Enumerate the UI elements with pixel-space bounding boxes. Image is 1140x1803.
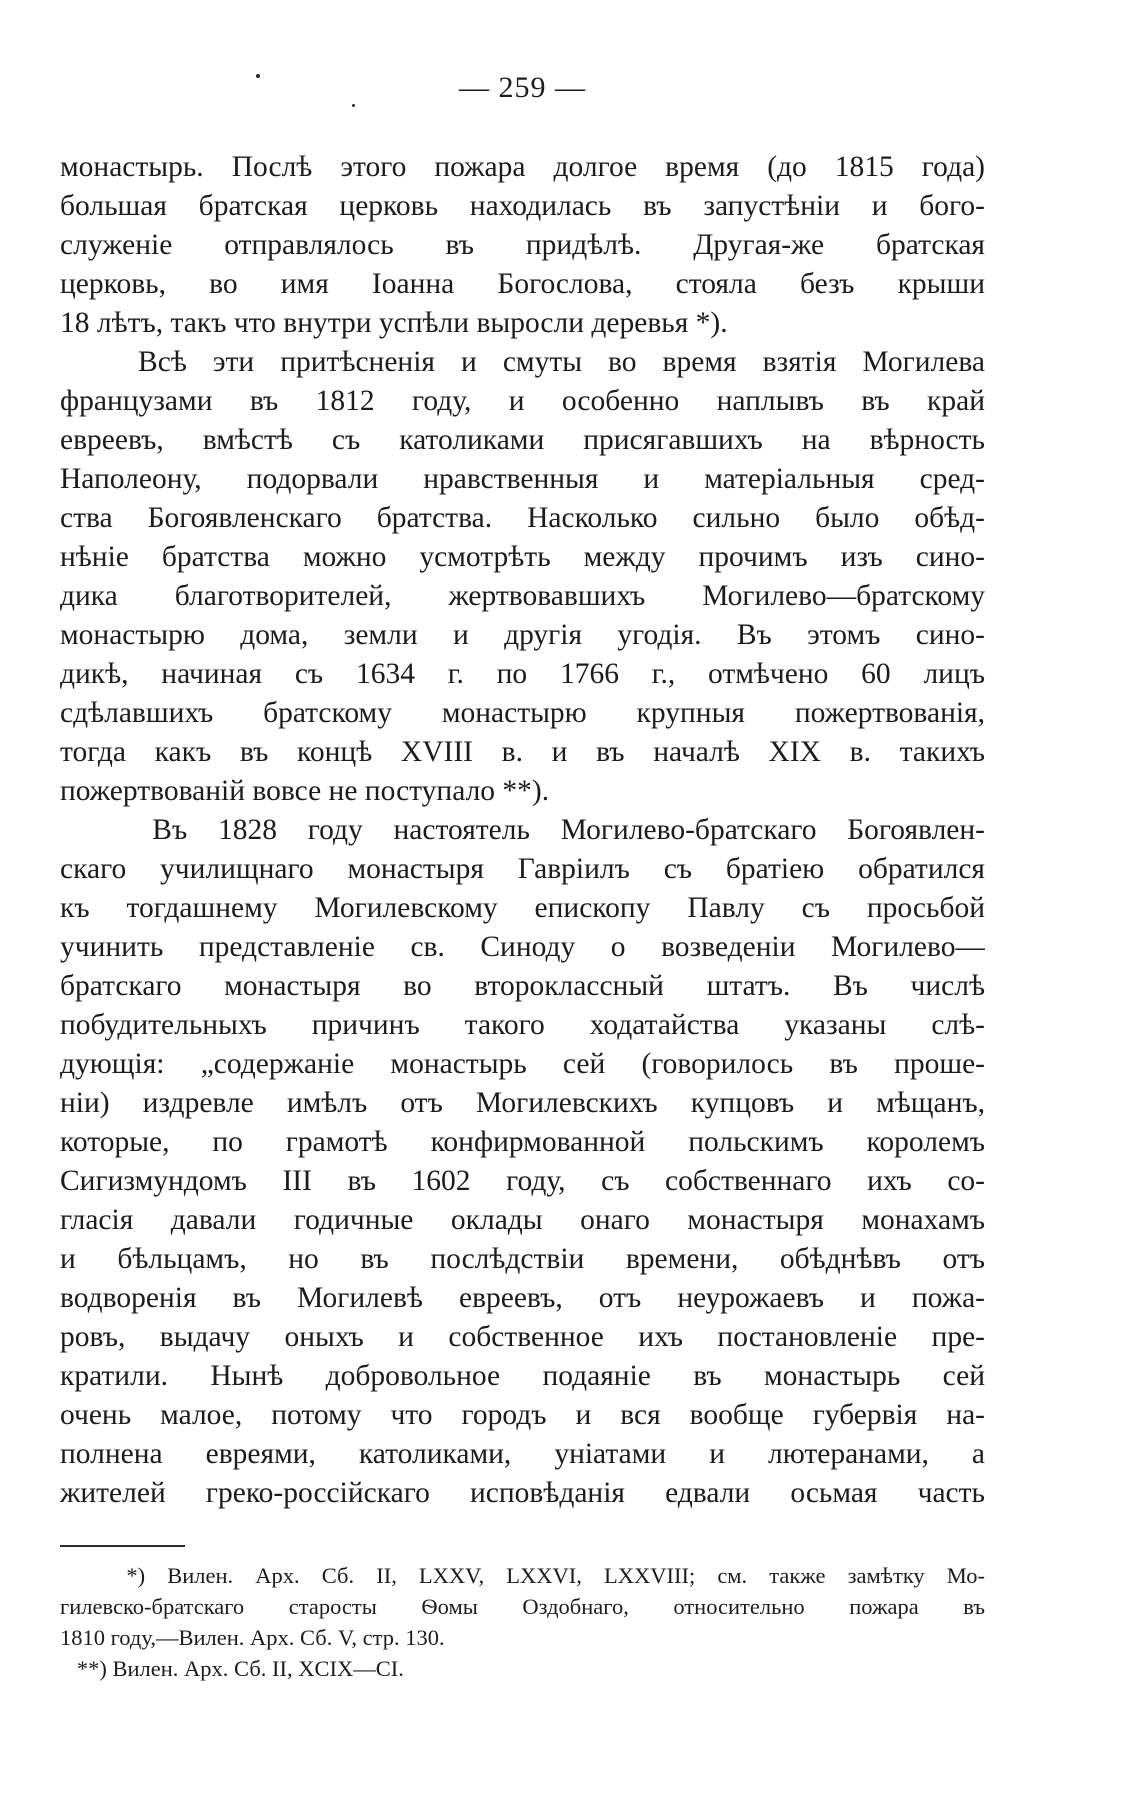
text-line: дующія: „содержаніе монастырь сей (говорилось въ проше- [60, 1048, 985, 1080]
text-line: французами въ 1812 году, и особенно наплывъ въ край [60, 385, 985, 417]
text-line: ніи) издревле имѣлъ отъ Могилевскихъ купцовъ и мѣщанъ, [60, 1087, 985, 1119]
text-line: къ тогдашнему Могилевскому епископу Павлу съ просьбой [60, 892, 985, 924]
footnote-line: 1810 году,—Вилен. Арх. Сб. V, стр. 130. [60, 1625, 445, 1650]
text-line: которые, по грамотѣ конфирмованной польскимъ королемъ [60, 1126, 985, 1158]
body-text [60, 148, 985, 1513]
text-line: монастырю дома, земли и другія угодія. Въ этомъ сино- [60, 619, 985, 651]
text-line: дикѣ, начиная съ 1634 г. по 1766 г., отмѣчено 60 лицъ [60, 658, 985, 690]
text-line: братскаго монастыря во второклассный штатъ. Въ числѣ [60, 970, 985, 1002]
page-number: — 259 — [459, 71, 586, 104]
footnote-line: **) Вилен. Арх. Сб. II, XCIX—CI. [60, 1656, 404, 1681]
text-line: ровъ, выдачу оныхъ и собственное ихъ постановленіе пре- [60, 1321, 985, 1353]
footnotes [60, 1560, 985, 1684]
footnote-line: гилевско-братскаго старосты Ѳомы Оздобнаго, относительно пожара въ [60, 1594, 985, 1619]
text-line: ства Богоявленскаго братства. Насколько сильно было обѣд- [60, 502, 985, 534]
text-line: тогда какъ въ концѣ XVIII в. и въ началѣ XIX в. такихъ [60, 736, 985, 768]
text-line: учинить представленіе св. Синоду о возведеніи Могилево— [60, 931, 985, 963]
text-line: большая братская церковь находилась въ запустѣніи и бого- [60, 190, 985, 222]
book-page [60, 0, 985, 1803]
text-line: церковь, во имя Іоанна Богослова, стояла безъ крыши [60, 268, 985, 300]
text-line: монастырь. Послѣ этого пожара долгое время (до 1815 года) [60, 151, 985, 183]
footnote-divider [60, 1545, 185, 1547]
text-line: жителей греко-россійскаго исповѣданія едвали осьмая часть [60, 1477, 985, 1509]
text-line: и бѣльцамъ, но въ послѣдствіи времени, обѣднѣвъ отъ [60, 1243, 985, 1275]
text-line: служеніе отправлялось въ придѣлѣ. Другая-же братская [60, 229, 985, 261]
text-line: дика благотворителей, жертвовавшихъ Могилево—братскому [60, 580, 985, 612]
text-line: сдѣлавшихъ братскому монастырю крупныя пожертвованія, [60, 697, 985, 729]
text-line: Сигизмундомъ III въ 1602 году, съ собственнаго ихъ со- [60, 1165, 985, 1197]
text-line: кратили. Нынѣ добровольное подаяніе въ монастырь сей [60, 1360, 985, 1392]
text-line: очень малое, потому что городъ и вся вообще губервія на- [60, 1399, 985, 1431]
text-line: 18 лѣтъ, такъ что внутри успѣли выросли деревья *). [60, 307, 728, 339]
text-line: полнена евреями, католиками, уніатами и лютеранами, а [60, 1438, 985, 1470]
text-line: Въ 1828 году настоятель Могилево-братскаго Богоявлен- [60, 814, 985, 846]
footnote-line: *) Вилен. Арх. Сб. II, LXXV, LXXVI, LXXVIII; см. также замѣтку Мо- [60, 1563, 985, 1588]
text-line: скаго училищнаго монастыря Гавріилъ съ братіею обратился [60, 853, 985, 885]
text-line: гласія давали годичные оклады онаго монастыря монахамъ [60, 1204, 985, 1236]
text-line: водворенія въ Могилевѣ евреевъ, отъ неурожаевъ и пожа- [60, 1282, 985, 1314]
text-line: евреевъ, вмѣстѣ съ католиками присягавшихъ на вѣрность [60, 424, 985, 456]
text-line: нѣніе братства можно усмотрѣть между прочимъ изъ сино- [60, 541, 985, 573]
print-speck [352, 104, 355, 107]
text-line: пожертвованій вовсе не поступало **). [60, 775, 550, 807]
text-line: Всѣ эти притѣсненія и смуты во время взятія Могилева [60, 346, 985, 378]
text-line: Наполеону, подорвали нравственныя и матеріальныя сред- [60, 463, 985, 495]
text-line: побудительныхъ причинъ такого ходатайства указаны слѣ- [60, 1009, 985, 1041]
page-header [60, 68, 985, 108]
